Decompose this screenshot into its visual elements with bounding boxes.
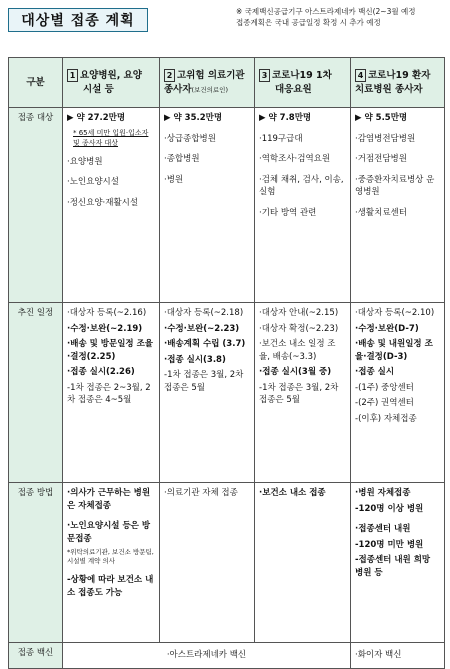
cell-method-3 <box>255 483 351 643</box>
cell-method-1 <box>63 483 160 643</box>
cell-schedule-3 <box>255 303 351 483</box>
cell-note: *위탁의료기관, 보건소 방문팀, 시설별 계약 의사 <box>67 548 154 565</box>
cell-line: ·배송계획 수립 (3.7) <box>164 339 246 349</box>
row-header-target: 접종 대상 <box>9 108 63 303</box>
cell-line: ·병원 <box>164 174 184 185</box>
cell-line: ·중증환자치료병상 운영병원 <box>355 174 435 197</box>
cell-line: ·정신요양·재활시설 <box>67 197 139 208</box>
column-label: 코로나19 1차 <box>272 69 332 81</box>
column-number: 2 <box>164 69 175 82</box>
column-sublabel: (보건의료인) <box>191 85 228 94</box>
cell-line: ·119구급대 <box>259 133 303 144</box>
column-header-4 <box>351 58 445 108</box>
cell-line: ·감염병전담병원 <box>355 133 416 144</box>
cell-line: -(1주) 중앙센터 <box>355 382 414 393</box>
cell-line: -1차 접종은 2~3월, 2차 접종은 4~5월 <box>67 382 151 405</box>
cell-line: ·역학조사·검역요원 <box>259 154 331 164</box>
cell-line: ·기타 방역 관련 <box>259 207 317 218</box>
cell-line: ·접종센터 내원 <box>355 524 411 534</box>
row-method <box>9 483 445 643</box>
column-label: 요양병원, 요양 <box>80 69 142 81</box>
row-target <box>9 108 445 303</box>
cell-line: ·검체 채취, 검사, 이송, 실험 <box>259 174 344 197</box>
cell-line: ·보건소 내소 일정 조율, 배송(~3.3) <box>259 339 336 362</box>
cell-line: ·대상자 안내(~2.15) <box>259 308 339 318</box>
cell-line: -120명 미만 병원 <box>355 539 424 550</box>
cell-line: -(2주) 권역센터 <box>355 398 414 408</box>
cell-method-4 <box>351 483 445 643</box>
cell-line: -1차 접종은 3월, 2차 접종은 5월 <box>259 382 339 405</box>
cell-line: ▶ 약 5.5만명 <box>355 113 408 123</box>
cell-line: ▶ 약 7.8만명 <box>259 113 312 123</box>
cell-line: ·배송 및 방문일정 조율·결정(2.25) <box>67 339 154 362</box>
cell-line: ·대상자 확정(~2.23) <box>259 323 339 334</box>
cell-line: ·노인요양시설 <box>67 177 119 187</box>
cell-line: ·상급종합병원 <box>164 133 216 144</box>
column-number: 4 <box>355 69 366 82</box>
column-number: 3 <box>259 69 270 82</box>
cell-line: ·배송 및 내원일정 조율·결정(D-3) <box>355 339 433 362</box>
cell-line: ·수정·보완(~2.23) <box>164 323 240 334</box>
cell-line: -120명 이상 병원 <box>355 503 424 514</box>
cell-method-2 <box>160 483 255 643</box>
column-header-1 <box>63 58 160 108</box>
cell-line: -1차 접종은 3월, 2차 접종은 5월 <box>164 370 244 393</box>
cell-target-3 <box>255 108 351 303</box>
vaccination-plan-table <box>8 57 445 669</box>
page-title: 대상별 접종 계획 <box>8 8 148 32</box>
cell-line: ·접종 실시 <box>355 367 395 377</box>
cell-vaccine-1-3: ·아스트라제네카 백신 <box>63 643 351 669</box>
cell-line: ·생활치료센터 <box>355 207 407 218</box>
column-label: 치료병원 종사자 <box>355 83 423 95</box>
row-header-method: 접종 방법 <box>9 483 63 643</box>
cell-target-1 <box>63 108 160 303</box>
row-header-schedule: 추진 일정 <box>9 303 63 483</box>
cell-line: ·보건소 내소 접종 <box>259 488 326 498</box>
cell-target-2 <box>160 108 255 303</box>
column-label: 대응요원 <box>275 83 312 95</box>
cell-vaccine-4: ·화이자 백신 <box>351 643 445 669</box>
cell-line: ·대상자 등록(~2.18) <box>164 308 244 318</box>
row-schedule <box>9 303 445 483</box>
header-row <box>9 58 445 108</box>
cell-line: -접종센터 내원 희망 병원 등 <box>355 555 431 578</box>
cell-line: ·접종 실시(3.8) <box>164 354 226 365</box>
cell-line: ·병원 자체접종 <box>355 488 411 498</box>
column-number: 1 <box>67 69 78 82</box>
header-notes <box>236 6 446 28</box>
cell-line: ·노인요양시설 등은 방문접종 <box>67 521 151 544</box>
cell-line: ·수정·보완(D-7) <box>355 323 419 334</box>
column-label: 종사자 <box>164 83 192 95</box>
column-label: 고위험 의료기관 <box>177 69 245 81</box>
row-header-vaccine: 접종 백신 <box>9 643 63 669</box>
cell-line: ·대상자 등록(~2.10) <box>355 308 435 318</box>
cell-line: ·접종 실시(3월 중) <box>259 367 332 377</box>
note-line: ※ 국제백신공급기구 아스트라제네카 백신(2~3월 예정 <box>236 7 416 16</box>
cell-line: ·대상자 등록(~2.16) <box>67 308 147 318</box>
cell-line: ·종합병원 <box>164 154 200 164</box>
cell-note: * 65세 미만 입원·입소자 및 종사자 대상 <box>73 128 149 147</box>
column-header-2 <box>160 58 255 108</box>
cell-line: ·의사가 근무하는 병원은 자체접종 <box>67 488 151 511</box>
column-header-3 <box>255 58 351 108</box>
note-line: 접종계획은 국내 공급일정 확정 시 추가 예정 <box>236 18 381 27</box>
column-header-category: 구분 <box>9 58 63 108</box>
cell-line: -(이후) 자체접종 <box>355 413 417 424</box>
cell-schedule-1 <box>63 303 160 483</box>
cell-line: ·거점전담병원 <box>355 154 407 164</box>
cell-line: ▶ 약 27.2만명 <box>67 113 126 123</box>
cell-target-4 <box>351 108 445 303</box>
cell-line: ·요양병원 <box>67 156 103 167</box>
cell-line: -상황에 따라 보건소 내소 접종도 가능 <box>67 575 154 598</box>
cell-schedule-4 <box>351 303 445 483</box>
cell-line: ·수정·보완(~2.19) <box>67 323 143 334</box>
column-label: 코로나19 환자 <box>368 69 431 81</box>
column-label: 시설 등 <box>83 83 114 95</box>
cell-line: ▶ 약 35.2만명 <box>164 113 223 123</box>
cell-line: ·접종 실시(2.26) <box>67 367 135 377</box>
cell-line: ·의료기관 자체 접종 <box>164 488 238 498</box>
row-vaccine <box>9 643 445 669</box>
cell-schedule-2 <box>160 303 255 483</box>
